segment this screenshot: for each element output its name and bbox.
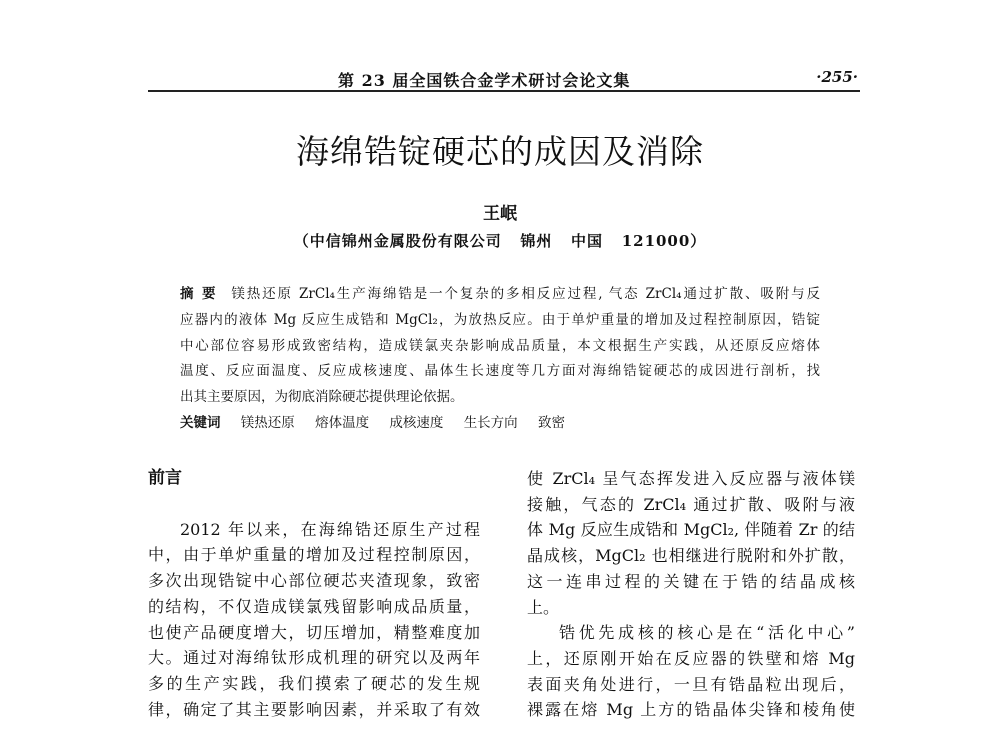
body-line: 多次出现锆锭中心部位硬芯夹渣现象，致密 — [148, 571, 480, 591]
body-line: 2012 年以来，在海绵锆还原生产过程 — [180, 519, 480, 539]
body-line: 上。 — [527, 597, 560, 617]
abstract-line: 温度、反应面温度、反应成核速度、晶体生长速度等几方面对海绵锆锭硬芯的成因进行剖析，找 — [180, 363, 820, 380]
abstract-line — [180, 282, 820, 308]
abstract-line: 出其主要原因，为彻底消除硬芯提供理论依据。 — [180, 389, 464, 406]
page-number: ·255· — [816, 68, 858, 86]
keyword: 生长方向 — [463, 414, 518, 431]
right-column — [527, 466, 855, 723]
section-heading: 前言 — [148, 468, 182, 488]
body-line: 裸露在熔 Mg 上方的锆晶体尖锋和棱角使 — [527, 700, 855, 720]
abstract — [180, 282, 820, 437]
abstract-line: 中心部位容易形成致密结构，造成镁氯夹杂影响成品质量，本文根据生产实践，从还原反应熔体 — [180, 337, 820, 354]
body-line: 的结构，不仅造成镁氯残留影响成品质量， — [148, 596, 480, 616]
body-line: 大。通过对海绵钛形成机理的研究以及两年 — [148, 648, 480, 668]
body-line: 中，由于单炉重量的增加及过程控制原因， — [148, 545, 480, 565]
abstract-label: 摘 要 — [180, 286, 218, 302]
abstract-text: 镁热还原 ZrCl₄生产海绵锆是一个复杂的多相反应过程, 气态 ZrCl₄通过扩散、吸附与反 — [231, 286, 820, 302]
running-header — [148, 66, 860, 92]
body-line: 多的生产实践，我们摸索了硬芯的发生规 — [148, 673, 480, 693]
keywords-label: 关键词 — [180, 414, 221, 431]
body-line: 这一连串过程的关键在于锆的结晶成核 — [527, 571, 855, 591]
affiliation: （中信锦州金属股份有限公司 锦州 中国 121000） — [293, 232, 707, 250]
body-line: 也使产品硬度增大，切压增加，精整难度加 — [148, 622, 480, 642]
left-column — [148, 466, 480, 722]
keyword: 成核速度 — [389, 414, 444, 431]
body-line: 晶成核，MgCl₂ 也相继进行脱附和外扩散， — [527, 546, 855, 566]
body-line: 律，确定了其主要影响因素，并采取了有效 — [148, 699, 480, 719]
body-line: 上，还原刚开始在反应器的铁壁和熔 Mg — [527, 648, 855, 668]
keywords — [180, 411, 820, 437]
keyword: 镁热还原 — [240, 414, 295, 431]
body-line: 接触，气态的 ZrCl₄ 通过扩散、吸附与液 — [527, 494, 855, 514]
keyword: 熔体温度 — [315, 414, 370, 431]
body-line: 表面夹角处进行，一旦有锆晶粒出现后， — [527, 674, 855, 694]
abstract-line: 应器内的液体 Mg 反应生成锆和 MgCl₂，为放热反应。由于单炉重量的增加及过程控制原因，锆锭 — [180, 311, 820, 328]
author: 王岷 — [483, 204, 517, 224]
paper-title: 海绵锆锭硬芯的成因及消除 — [296, 132, 704, 171]
body-line: 使 ZrCl₄ 呈气态挥发进入反应器与液体镁 — [527, 469, 855, 488]
body-line: 体 Mg 反应生成锆和 MgCl₂, 伴随着 Zr 的结 — [527, 520, 855, 540]
proceedings-title: 第 23 届全国铁合金学术研讨会论文集 — [338, 71, 631, 90]
keyword: 致密 — [537, 414, 565, 431]
body-line: 锆优先成核的核心是在“活化中心” — [559, 623, 855, 643]
